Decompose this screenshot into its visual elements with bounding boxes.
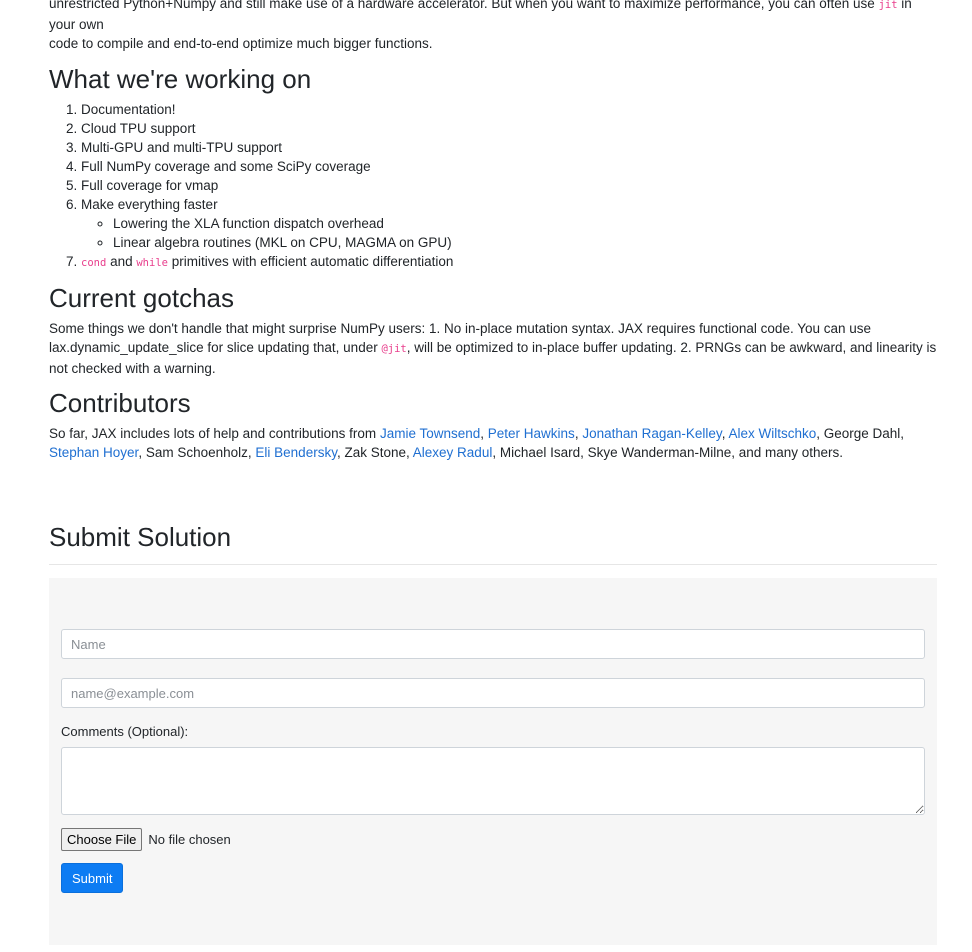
intro-text-2: in your own <box>49 0 912 32</box>
file-picker <box>61 827 925 851</box>
contributor-link[interactable]: Jonathan Ragan-Kelley <box>582 426 722 441</box>
list-item: 3. Multi-GPU and multi-TPU support <box>81 138 937 157</box>
contributor-link[interactable]: Jamie Townsend <box>379 426 481 441</box>
contributor-link[interactable]: Alex Wiltschko <box>728 426 817 441</box>
name-input[interactable] <box>61 629 925 659</box>
submit-form <box>49 578 937 945</box>
gotchas-heading: Current gotchas <box>49 283 234 313</box>
gotchas-text-2: , will be optimized to in-place buffer updating. 2. PRNGs can be awkward, and linearity is not checked with a warning. <box>49 340 937 376</box>
sublist <box>81 214 937 252</box>
contributor-name: George Dahl <box>823 426 901 441</box>
sublist-item: ◦ Lowering the XLA function dispatch overhead <box>113 214 937 233</box>
email-input[interactable] <box>61 678 925 708</box>
comments-textarea[interactable] <box>61 747 925 815</box>
contributor-link[interactable]: Eli Bendersky <box>255 445 337 460</box>
contributor-name: Michael Isard <box>499 445 581 460</box>
list-item-label: Make everything faster <box>81 197 218 212</box>
contributors-list: Jamie Townsend, Peter Hawkins, Jonathan Ragan-Kelley, Alex Wiltschko, George Dahl, Stephan Hoyer, Sam Schoenholz, Eli Bendersky, Zak Stone, Alexey Radul, Michael Isard, Skye Wanderman-Milne <box>49 426 905 460</box>
submit-solution-heading: Submit Solution <box>49 522 937 565</box>
contributors-heading: Contributors <box>49 388 191 418</box>
list-item-text: and <box>110 254 133 269</box>
contributor-name: Zak Stone <box>344 445 407 460</box>
cond-code: cond <box>81 257 107 269</box>
contributors-intro: So far, JAX includes lots of help and contributions from <box>49 426 380 441</box>
intro-text-3: code to compile and end-to-end optimize much bigger functions. <box>49 36 433 51</box>
working-on-heading: What we're working on <box>49 64 312 94</box>
contributors-outro: , and many others. <box>731 445 844 460</box>
intro-text-1: unrestricted Python+Numpy and still make use of a hardware accelerator. But when you want to maximize performance, you can often use <box>49 0 879 11</box>
jit-code: @jit <box>381 343 407 355</box>
file-status: No file chosen <box>148 831 231 847</box>
sublist-item: ◦ Linear algebra routines (MKL on CPU, MAGMA on GPU) <box>113 233 937 252</box>
working-on-list <box>49 100 937 273</box>
contributor-link[interactable]: Stephan Hoyer <box>49 445 139 460</box>
contributor-link[interactable]: Peter Hawkins <box>487 426 575 441</box>
list-item: 1. Documentation! <box>81 100 937 119</box>
contributor-link[interactable]: Alexey Radul <box>412 445 493 460</box>
list-item <box>81 195 937 252</box>
choose-file-button[interactable]: Choose File <box>61 828 142 851</box>
comments-label: Comments (Optional): <box>61 724 189 739</box>
jit-code: jit <box>878 0 898 11</box>
list-item: 4. Full NumPy coverage and some SciPy coverage <box>81 157 937 176</box>
contributor-name: Skye Wanderman-Milne <box>587 445 732 460</box>
list-item: 5. Full coverage for vmap <box>81 176 937 195</box>
list-item <box>81 252 937 273</box>
while-code: while <box>136 257 168 269</box>
list-item-text: primitives with efficient automatic differentiation <box>171 254 454 269</box>
list-item: 2. Cloud TPU support <box>81 119 937 138</box>
gotchas-text-1: Some things we don't handle that might surprise NumPy users: 1. No in-place mutation syntax. JAX requires functional code. You can use lax.dynamic_update_slice for slice updating that, under <box>49 321 872 355</box>
contributors-paragraph <box>49 424 937 462</box>
intro-paragraph <box>49 0 937 53</box>
main-content <box>49 0 937 945</box>
gotchas-paragraph <box>49 319 937 378</box>
submit-button[interactable]: Submit <box>61 863 123 893</box>
contributor-name: Sam Schoenholz <box>145 445 248 460</box>
